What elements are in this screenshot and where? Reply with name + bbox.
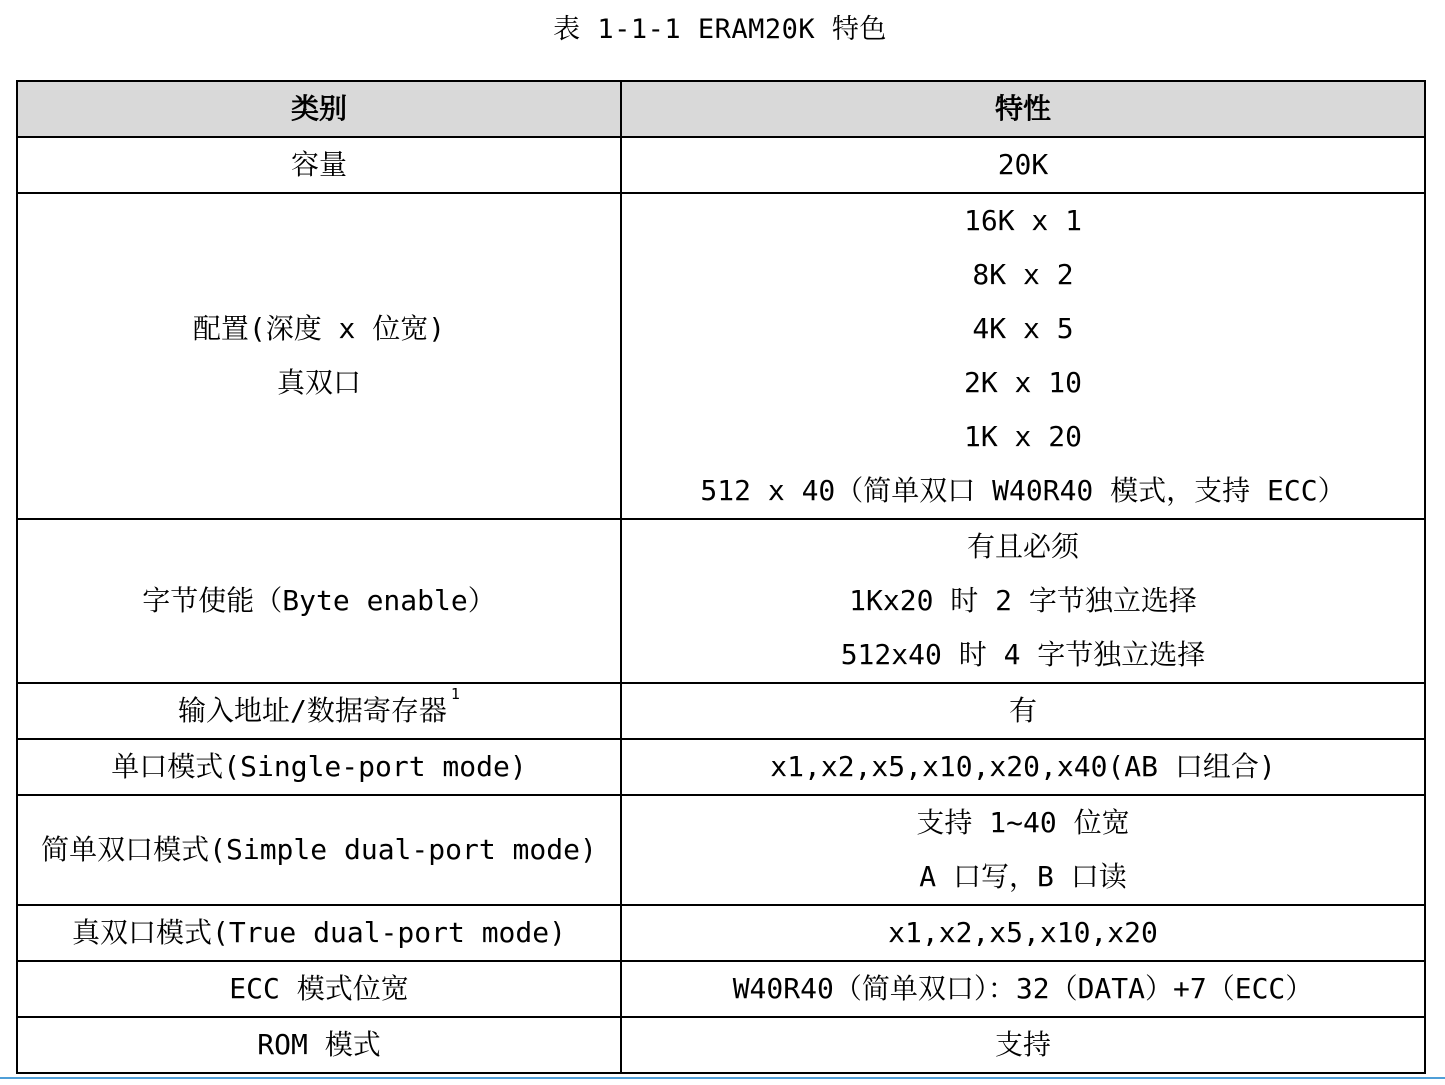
feature-line: 20K [997, 148, 1049, 181]
table-header-row [17, 81, 1425, 137]
row-feature-byte-enable [621, 519, 1425, 683]
row-category-true-dual-port [17, 905, 621, 961]
feature-line: 支持 1~40 位宽 [916, 806, 1130, 839]
row-feature-input-registers [621, 683, 1425, 739]
feature-line: 1Kx20 时 2 字节独立选择 [849, 584, 1197, 617]
eram-feature-table [16, 80, 1426, 1074]
category-line: 真双口模式(True dual-port mode) [71, 916, 566, 949]
row-category-single-port [17, 739, 621, 795]
feature-line: W40R40（简单双口）：32（DATA）+7（ECC） [732, 972, 1314, 1005]
feature-line: 有且必须 [966, 530, 1079, 563]
row-category-ecc-width [17, 961, 621, 1017]
category-line: 真双口 [276, 366, 361, 399]
table-row [17, 905, 1425, 961]
row-feature-capacity [621, 137, 1425, 193]
table-row [17, 137, 1425, 193]
header-feature: 特性 [621, 81, 1425, 137]
feature-line: 8K x 2 [972, 258, 1074, 291]
category-line [22, 684, 616, 738]
header-category: 类别 [17, 81, 621, 137]
row-feature-ecc-width [621, 961, 1425, 1017]
table-row [17, 795, 1425, 905]
row-feature-single-port [621, 739, 1425, 795]
feature-line: 支持 [994, 1028, 1051, 1061]
row-feature-configuration [621, 193, 1425, 519]
category-line: 字节使能（Byte enable） [142, 584, 496, 617]
row-category-simple-dual-port [17, 795, 621, 905]
row-category-rom-mode [17, 1017, 621, 1073]
table-row [17, 519, 1425, 683]
category-text: 输入地址/数据寄存器 [178, 694, 447, 727]
table-caption: 表 1-1-1 ERAM20K 特色 [553, 14, 887, 45]
row-feature-rom-mode [621, 1017, 1425, 1073]
table-row [17, 1017, 1425, 1073]
category-line: 单口模式(Single-port mode) [111, 750, 527, 783]
row-category-capacity [17, 137, 621, 193]
category-line: 简单双口模式(Simple dual-port mode) [41, 833, 597, 866]
feature-line: x1,x2,x5,x10,x20 [888, 916, 1158, 949]
feature-line: 2K x 10 [963, 366, 1082, 399]
feature-line: 16K x 1 [963, 204, 1082, 237]
category-line: 容量 [290, 148, 347, 181]
feature-line: 1K x 20 [963, 420, 1082, 453]
table-row [17, 193, 1425, 519]
feature-line: A 口写，B 口读 [919, 860, 1127, 893]
footnote-marker: 1 [450, 685, 460, 703]
feature-line: x1,x2,x5,x10,x20,x40(AB 口组合) [770, 750, 1276, 783]
category-line: 配置(深度 x 位宽) [192, 312, 446, 345]
page-bottom-rule [0, 1077, 1445, 1079]
feature-line: 512x40 时 4 字节独立选择 [840, 638, 1206, 671]
table-row [17, 739, 1425, 795]
feature-line: 有 [1008, 694, 1037, 727]
row-feature-true-dual-port [621, 905, 1425, 961]
feature-line: 4K x 5 [972, 312, 1074, 345]
table-row [17, 961, 1425, 1017]
category-line: ROM 模式 [257, 1028, 381, 1061]
table-row [17, 683, 1425, 739]
feature-line: 512 x 40（简单双口 W40R40 模式，支持 ECC） [700, 474, 1346, 507]
category-line: ECC 模式位宽 [229, 972, 409, 1005]
row-category-byte-enable [17, 519, 621, 683]
row-feature-simple-dual-port [621, 795, 1425, 905]
row-category-configuration [17, 193, 621, 519]
row-category-input-registers [17, 683, 621, 739]
